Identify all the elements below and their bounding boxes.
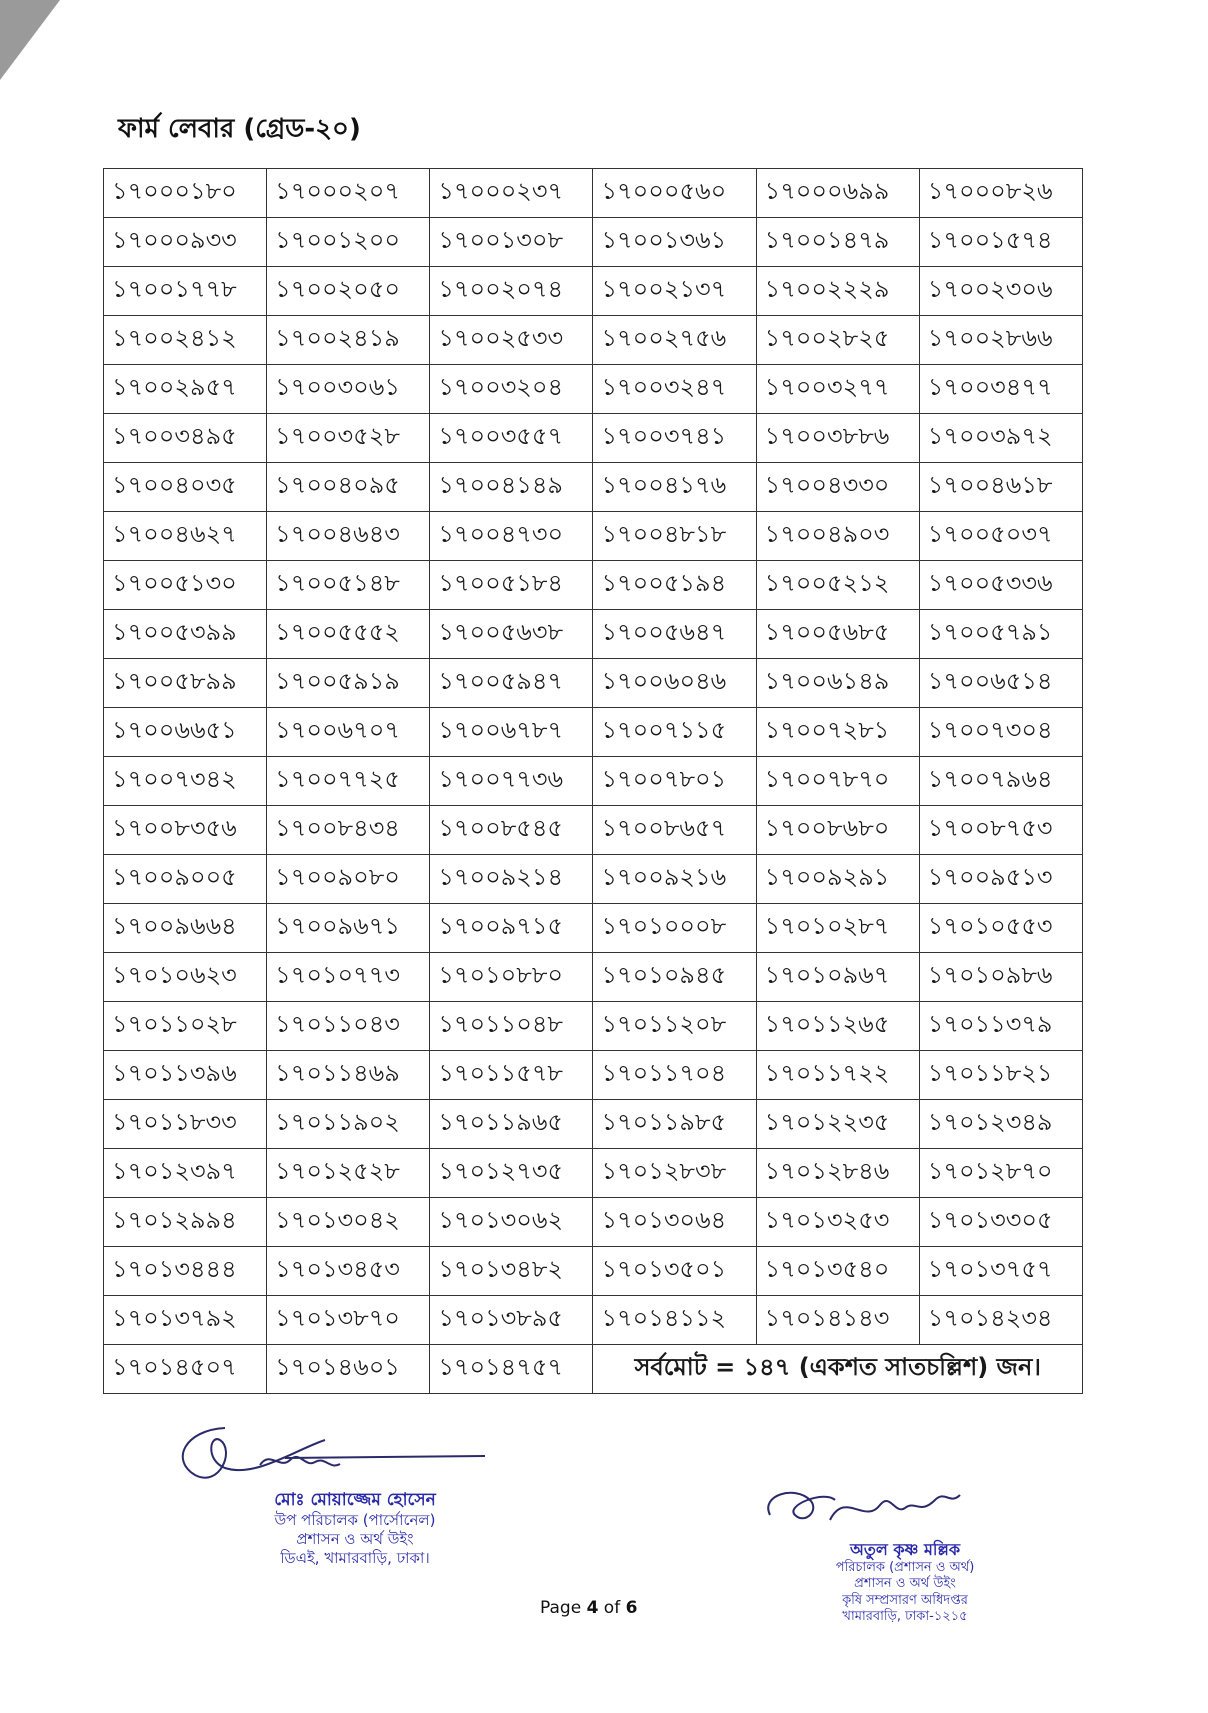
- roll-number-cell: ১৭০০৭৭৩৬: [430, 757, 593, 806]
- table-row: [104, 169, 1083, 218]
- roll-number-cell: ১৭০১৪১৪৩: [756, 1296, 919, 1345]
- table-row: [104, 855, 1083, 904]
- roll-number-cell: ১৭০১৪৫০৭: [104, 1345, 267, 1394]
- roll-number-cell: ১৭০০৩৭৪১: [593, 414, 756, 463]
- table-row: [104, 708, 1083, 757]
- roll-number-cell: ১৭০০৫৯১৯: [267, 659, 430, 708]
- roll-number-cell: ১৭০১১০২৮: [104, 1002, 267, 1051]
- roll-number-cell: ১৭০০৬৭০৭: [267, 708, 430, 757]
- roll-number-cell: ১৭০০২১৩৭: [593, 267, 756, 316]
- roll-number-cell: ১৭০০৩০৬১: [267, 365, 430, 414]
- roll-number-cell: ১৭০০৭২৮১: [756, 708, 919, 757]
- roll-number-cell: ১৭০০৩২৭৭: [756, 365, 919, 414]
- roll-number-cell: ১৭০১১৮৩৩: [104, 1100, 267, 1149]
- roll-number-cell: ১৭০০৯২৯১: [756, 855, 919, 904]
- roll-number-cell: ১৭০১১৮২১: [919, 1051, 1082, 1100]
- table-row: [104, 953, 1083, 1002]
- roll-number-cell: ১৭০১৪৬০১: [267, 1345, 430, 1394]
- signatory-right-name: অতুল কৃষ্ণ মল্লিক: [849, 1540, 961, 1559]
- roll-number-cell: ১৭০০২৮৬৬: [919, 316, 1082, 365]
- table-row: [104, 316, 1083, 365]
- roll-number-cell: ১৭০০১৪৭৯: [756, 218, 919, 267]
- roll-number-cell: ১৭০১০৫৫৩: [919, 904, 1082, 953]
- roll-number-cell: ১৭০০৩৮৮৬: [756, 414, 919, 463]
- roll-number-cell: ১৭০০১৭৭৮: [104, 267, 267, 316]
- roll-number-cell: ১৭০০৪১৪৯: [430, 463, 593, 512]
- roll-number-cell: ১৭০১১০৪৩: [267, 1002, 430, 1051]
- roll-number-cell: ১৭০১০৭৭৩: [267, 953, 430, 1002]
- roll-number-cell: ১৭০০৭১১৫: [593, 708, 756, 757]
- roll-number-cell: ১৭০০৫০৩৭: [919, 512, 1082, 561]
- signatory-left-designation: উপ পরিচালক (পার্সোনেল): [274, 1511, 436, 1530]
- roll-number-cell: ১৭০০৭৩০৪: [919, 708, 1082, 757]
- roll-number-cell: ১৭০০৭৮০১: [593, 757, 756, 806]
- page-prefix: Page: [540, 1598, 587, 1618]
- roll-number-cell: ১৭০০৫৩৯৯: [104, 610, 267, 659]
- table-row: [104, 1345, 1083, 1394]
- roll-number-cell: ১৭০১৪১১২: [593, 1296, 756, 1345]
- roll-number-cell: ১৭০০৪৬৪৩: [267, 512, 430, 561]
- roll-number-cell: ১৭০০২৪১২: [104, 316, 267, 365]
- roll-number-cell: ১৭০১০০০৮: [593, 904, 756, 953]
- roll-number-cell: ১৭০০২০৫০: [267, 267, 430, 316]
- table-row: [104, 463, 1083, 512]
- roll-number-cell: ১৭০০৬৬৫১: [104, 708, 267, 757]
- roll-number-cell: ১৭০০৪৮১৮: [593, 512, 756, 561]
- handwritten-signature-right: [755, 1470, 975, 1540]
- roll-number-cell: ১৭০১২৮৪৬: [756, 1149, 919, 1198]
- roll-number-cell: ১৭০০৫৬৪৭: [593, 610, 756, 659]
- roll-number-cell: ১৭০০১৫৭৪: [919, 218, 1082, 267]
- roll-number-cell: ১৭০১২৮৭০: [919, 1149, 1082, 1198]
- roll-number-cell: ১৭০০২৯৫৭: [104, 365, 267, 414]
- roll-number-cell: ১৭০০৮৫৪৫: [430, 806, 593, 855]
- roll-number-cell: ১৭০১২৮৩৮: [593, 1149, 756, 1198]
- roll-number-cell: ১৭০০২০৭৪: [430, 267, 593, 316]
- roll-number-cell: ১৭০১২৫২৮: [267, 1149, 430, 1198]
- roll-number-cell: ১৭০০৮৭৫৩: [919, 806, 1082, 855]
- roll-number-cell: ১৭০১৩০৬৪: [593, 1198, 756, 1247]
- table-row: [104, 610, 1083, 659]
- roll-number-cell: ১৭০০৫৮৯৯: [104, 659, 267, 708]
- table-row: [104, 757, 1083, 806]
- roll-number-cell: ১৭০০২৪১৯: [267, 316, 430, 365]
- roll-number-cell: ১৭০০৪৯০৩: [756, 512, 919, 561]
- roll-number-cell: ১৭০১১৯৬৫: [430, 1100, 593, 1149]
- roll-number-cell: ১৭০০৪০৯৫: [267, 463, 430, 512]
- roll-number-cell: ১৭০০৮৩৫৬: [104, 806, 267, 855]
- roll-number-cell: ১৭০১৩৪৪৪: [104, 1247, 267, 1296]
- roll-number-cell: ১৭০০২২২৯: [756, 267, 919, 316]
- roll-number-cell: ১৭০০৪১৭৬: [593, 463, 756, 512]
- signatory-left-wing: প্রশাসন ও অর্থ উইং: [296, 1530, 414, 1548]
- roll-number-cell: ১৭০০০৬৯৯: [756, 169, 919, 218]
- roll-number-cell: ১৭০১১৭২২: [756, 1051, 919, 1100]
- roll-number-cell: ১৭০০০২৩৭: [430, 169, 593, 218]
- roll-number-cell: ১৭০১৩৮৭০: [267, 1296, 430, 1345]
- roll-number-cell: ১৭০০৭৭২৫: [267, 757, 430, 806]
- roll-number-cell: ১৭০০৪৬১৮: [919, 463, 1082, 512]
- roll-number-cell: ১৭০০০১৮০: [104, 169, 267, 218]
- table-row: [104, 1051, 1083, 1100]
- roll-number-cell: ১৭০০৮৬৮০: [756, 806, 919, 855]
- total-count-cell: সর্বমোট = ১৪৭ (একশত সাতচল্লিশ) জন।: [593, 1345, 1083, 1394]
- roll-number-cell: ১৭০১৩৪৮২: [430, 1247, 593, 1296]
- roll-number-cell: ১৭০১১২৬৫: [756, 1002, 919, 1051]
- roll-number-cell: ১৭০০৯৭১৫: [430, 904, 593, 953]
- table-row: [104, 1247, 1083, 1296]
- roll-number-cell: ১৭০০৩৯৭২: [919, 414, 1082, 463]
- roll-number-cell: ১৭০০৪৬২৭: [104, 512, 267, 561]
- roll-number-cell: ১৭০০৫১৩০: [104, 561, 267, 610]
- roll-number-cell: ১৭০০৯৬৭১: [267, 904, 430, 953]
- roll-number-cell: ১৭০১০৬২৩: [104, 953, 267, 1002]
- roll-number-cell: ১৭০০৫৫৫২: [267, 610, 430, 659]
- roll-number-cell: ১৭০০৯২১৪: [430, 855, 593, 904]
- roll-number-cell: ১৭০০৫৭৯১: [919, 610, 1082, 659]
- roll-number-grid: [103, 168, 1083, 1394]
- page-total: 6: [625, 1598, 638, 1618]
- roll-number-cell: ১৭০০৫৯৪৭: [430, 659, 593, 708]
- page-separator: of: [598, 1598, 626, 1618]
- roll-number-cell: ১৭০০৯০৮০: [267, 855, 430, 904]
- roll-number-cell: ১৭০০৩৫২৮: [267, 414, 430, 463]
- roll-number-cell: ১৭০০৩২০৪: [430, 365, 593, 414]
- roll-number-cell: ১৭০১৩২৫৩: [756, 1198, 919, 1247]
- roll-number-cell: ১৭০১২২৩৫: [756, 1100, 919, 1149]
- roll-number-cell: ১৭০১১৯০২: [267, 1100, 430, 1149]
- signatory-right: [755, 1470, 1055, 1625]
- table-row: [104, 561, 1083, 610]
- roll-number-cell: ১৭০০৪৩৩০: [756, 463, 919, 512]
- scan-corner-shade: [0, 0, 60, 80]
- roll-number-cell: ১৭০০৬১৪৯: [756, 659, 919, 708]
- page-current: 4: [586, 1598, 599, 1618]
- roll-number-cell: ১৭০১৩০৬২: [430, 1198, 593, 1247]
- roll-number-cell: ১৭০১৩৫০১: [593, 1247, 756, 1296]
- roll-number-cell: ১৭০১৪৭৫৭: [430, 1345, 593, 1394]
- signatory-right-department: কৃষি সম্প্রসারণ অধিদপ্তর: [842, 1592, 968, 1608]
- table-row: [104, 1296, 1083, 1345]
- roll-number-cell: ১৭০১১০৪৮: [430, 1002, 593, 1051]
- table-row: [104, 904, 1083, 953]
- signatory-left: [165, 1420, 545, 1568]
- roll-number-cell: ১৭০০০৮২৬: [919, 169, 1082, 218]
- roll-number-cell: ১৭০০৩৪৭৭: [919, 365, 1082, 414]
- table-row: [104, 512, 1083, 561]
- roll-number-cell: ১৭০০৭৩৪২: [104, 757, 267, 806]
- roll-number-cell: ১৭০০৪০৩৫: [104, 463, 267, 512]
- roll-number-cell: ১৭০০১৩৬১: [593, 218, 756, 267]
- roll-number-cell: ১৭০০৫৬৮৫: [756, 610, 919, 659]
- roll-number-cell: ১৭০১২৭৩৫: [430, 1149, 593, 1198]
- roll-number-cell: ১৭০১০৮৮০: [430, 953, 593, 1002]
- roll-number-cell: ১৭০১১৪৬৯: [267, 1051, 430, 1100]
- roll-number-cell: ১৭০০২৮২৫: [756, 316, 919, 365]
- roll-number-cell: ১৭০০০৯৩৩: [104, 218, 267, 267]
- roll-number-cell: ১৭০০৫২১২: [756, 561, 919, 610]
- roll-number-cell: ১৭০০২৩০৬: [919, 267, 1082, 316]
- roll-number-cell: ১৭০০৫১৪৮: [267, 561, 430, 610]
- roll-number-cell: ১৭০০৩৪৯৫: [104, 414, 267, 463]
- page-number: [540, 1598, 637, 1618]
- roll-number-cell: ১৭০০৫১৮৪: [430, 561, 593, 610]
- roll-number-cell: ১৭০০৬৭৮৭: [430, 708, 593, 757]
- roll-number-cell: ১৭০১৩৫৪০: [756, 1247, 919, 1296]
- roll-number-cell: ১৭০১০৯৪৫: [593, 953, 756, 1002]
- roll-number-cell: ১৭০০৬০৪৬: [593, 659, 756, 708]
- roll-number-cell: ১৭০১১৯৮৫: [593, 1100, 756, 1149]
- roll-number-table: [103, 168, 1083, 1394]
- roll-number-cell: ১৭০০৫৩৩৬: [919, 561, 1082, 610]
- roll-number-cell: ১৭০০৫১৯৪: [593, 561, 756, 610]
- roll-number-cell: ১৭০১১৩৯৬: [104, 1051, 267, 1100]
- table-row: [104, 218, 1083, 267]
- signatory-left-office: ডিএই, খামারবাড়ি, ঢাকা।: [280, 1548, 430, 1567]
- roll-number-cell: ১৭০১০২৮৭: [756, 904, 919, 953]
- roll-number-cell: ১৭০০৩২৪৭: [593, 365, 756, 414]
- table-row: [104, 806, 1083, 855]
- roll-number-cell: ১৭০০২৫৩৩: [430, 316, 593, 365]
- roll-number-cell: ১৭০০৮৪৩৪: [267, 806, 430, 855]
- roll-number-cell: ১৭০১৩০৪২: [267, 1198, 430, 1247]
- signatory-left-name: মোঃ মোয়াজ্জেম হোসেন: [274, 1490, 436, 1510]
- roll-number-cell: ১৭০১৩৮৯৫: [430, 1296, 593, 1345]
- roll-number-cell: ১৭০০৯২১৬: [593, 855, 756, 904]
- signatory-right-designation: পরিচালক (প্রশাসন ও অর্থ): [835, 1560, 975, 1575]
- roll-number-cell: ১৭০১২৯৯৪: [104, 1198, 267, 1247]
- table-row: [104, 659, 1083, 708]
- roll-number-cell: ১৭০১৩৪৫৩: [267, 1247, 430, 1296]
- roll-number-cell: ১৭০১১৩৭৯: [919, 1002, 1082, 1051]
- roll-number-cell: ১৭০১২৩৪৯: [919, 1100, 1082, 1149]
- roll-number-cell: ১৭০১১৭০৪: [593, 1051, 756, 1100]
- roll-number-cell: ১৭০১৪২৩৪: [919, 1296, 1082, 1345]
- table-row: [104, 414, 1083, 463]
- roll-number-cell: ১৭০০০৫৬০: [593, 169, 756, 218]
- roll-number-cell: ১৭০১৩৩০৫: [919, 1198, 1082, 1247]
- roll-number-cell: ১৭০০৩৫৫৭: [430, 414, 593, 463]
- roll-number-cell: ১৭০০৮৬৫৭: [593, 806, 756, 855]
- section-heading: ফার্ম লেবার (গ্রেড-২০): [118, 114, 361, 144]
- roll-number-cell: ১৭০১০৯৮৬: [919, 953, 1082, 1002]
- roll-number-cell: ১৭০০০২০৭: [267, 169, 430, 218]
- roll-number-cell: ১৭০১৩৭৯২: [104, 1296, 267, 1345]
- roll-number-cell: ১৭০০৭৮৭০: [756, 757, 919, 806]
- handwritten-signature-left: [165, 1420, 505, 1490]
- roll-number-cell: ১৭০১১৫৭৮: [430, 1051, 593, 1100]
- signatory-right-office: খামারবাড়ি, ঢাকা-১২১৫: [842, 1608, 968, 1624]
- table-row: [104, 1198, 1083, 1247]
- roll-number-cell: ১৭০০৫৬৩৮: [430, 610, 593, 659]
- roll-number-cell: ১৭০০৪৭৩০: [430, 512, 593, 561]
- roll-number-cell: ১৭০০১২০০: [267, 218, 430, 267]
- roll-number-cell: ১৭০১১২০৮: [593, 1002, 756, 1051]
- roll-number-cell: ১৭০০৯৬৬৪: [104, 904, 267, 953]
- roll-number-cell: ১৭০১৩৭৫৭: [919, 1247, 1082, 1296]
- table-row: [104, 365, 1083, 414]
- roll-number-cell: ১৭০০৭৯৬৪: [919, 757, 1082, 806]
- roll-number-cell: ১৭০১০৯৬৭: [756, 953, 919, 1002]
- table-row: [104, 1002, 1083, 1051]
- roll-number-cell: ১৭০০৯০০৫: [104, 855, 267, 904]
- roll-number-cell: ১৭০০৬৫১৪: [919, 659, 1082, 708]
- roll-number-cell: ১৭০০১৩০৮: [430, 218, 593, 267]
- table-row: [104, 1149, 1083, 1198]
- table-row: [104, 1100, 1083, 1149]
- table-row: [104, 267, 1083, 316]
- roll-number-cell: ১৭০১২৩৯৭: [104, 1149, 267, 1198]
- roll-number-cell: ১৭০০৯৫১৩: [919, 855, 1082, 904]
- signatory-right-wing: প্রশাসন ও অর্থ উইং: [854, 1576, 956, 1592]
- roll-number-cell: ১৭০০২৭৫৬: [593, 316, 756, 365]
